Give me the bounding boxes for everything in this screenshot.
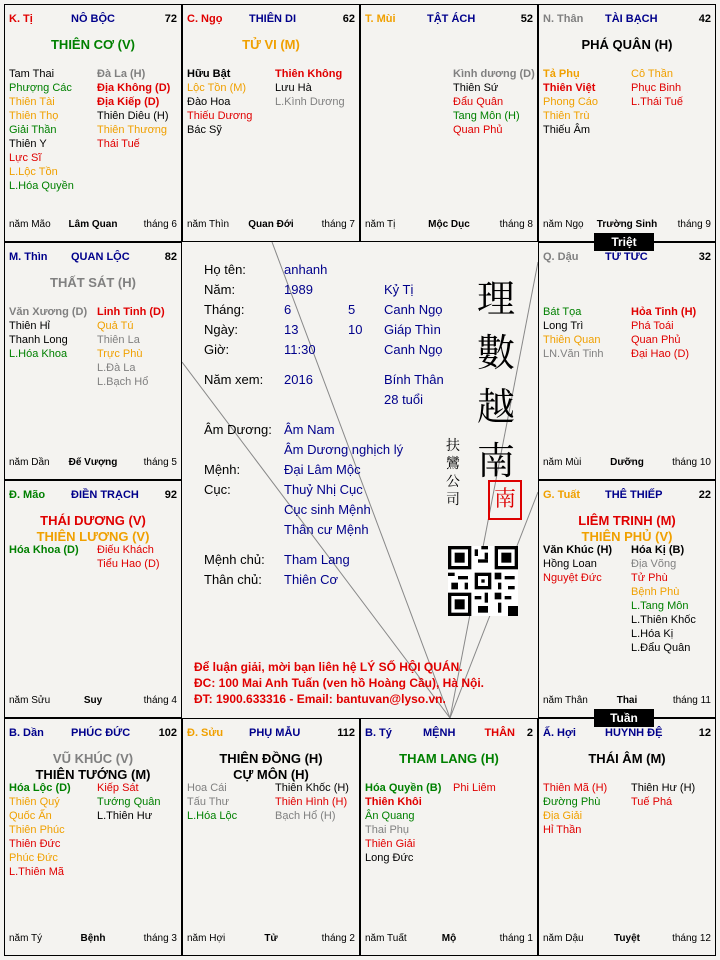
palace-year: năm Tuất [365, 933, 407, 944]
palace-cell [4, 4, 182, 242]
than-chu-value: Thiên Cơ [284, 572, 339, 587]
palace-can-chi: Đ. Mão [9, 489, 46, 501]
palace-month: tháng 10 [672, 457, 711, 468]
minor-star: Thái Tuế [97, 138, 140, 150]
minor-star: L.Tang Môn [631, 600, 689, 612]
minor-stars-left [543, 781, 607, 837]
main-stars [539, 37, 715, 53]
minor-star: Quan Phủ [453, 124, 503, 136]
menh-value: Đại Lâm Mộc [284, 462, 361, 477]
palace-footer [9, 219, 177, 233]
minor-star: L.Hóa Kị [631, 628, 674, 640]
minor-star: Hóa Kị (B) [631, 544, 685, 556]
palace-cell [182, 718, 360, 956]
menh-chu-value: Tham Lang [284, 552, 350, 567]
minor-star: Thiên Diêu (H) [97, 110, 169, 122]
gio-value: 11:30 [284, 342, 316, 357]
palace-number: 102 [158, 727, 177, 739]
minor-star: L.Đẩu Quân [631, 642, 691, 654]
palace-can-chi: N. Thân [543, 13, 584, 25]
truong-sinh: Bệnh [80, 933, 106, 944]
red-seal: 南 [488, 480, 522, 520]
ngay-value: 13 [284, 322, 299, 337]
palace-number: 72 [164, 13, 177, 25]
palace-name: TỬ TỨC [605, 251, 648, 263]
palace-year: năm Tị [365, 219, 396, 230]
truong-sinh: Mộc Dục [428, 219, 470, 230]
palace-year: năm Mão [9, 219, 51, 230]
gio-label: Giờ: [204, 342, 230, 357]
minor-star: L.Hóa Lộc [187, 810, 238, 822]
menh-label: Mệnh: [204, 462, 241, 477]
palace-can-chi: G. Tuất [543, 489, 581, 501]
palace-footer [9, 695, 177, 709]
minor-stars-left [187, 781, 237, 823]
minor-star: Thiếu Dương [187, 110, 253, 122]
palace-month: tháng 6 [143, 219, 177, 230]
palace-cell [360, 718, 538, 956]
minor-star: L.Thiên Hư [97, 810, 153, 822]
minor-star: Thiên Mã (H) [543, 782, 608, 794]
minor-stars-right [97, 781, 161, 823]
palace-can-chi: B. Dần [9, 727, 44, 739]
palace-can-chi: M. Thìn [9, 251, 48, 263]
minor-star: Địa Giải [543, 810, 583, 822]
minor-stars-right [97, 543, 160, 571]
minor-star: Thiên Trù [543, 110, 590, 122]
main-star: THIÊN ĐỒNG (H) [219, 751, 323, 766]
main-star: THIÊN CƠ (V) [50, 37, 136, 52]
truong-sinh: Tuyệt [614, 933, 640, 944]
palace-header [543, 489, 711, 505]
minor-star: Văn Xương (D) [9, 306, 88, 318]
minor-star: Thiên Không [275, 68, 343, 80]
minor-star: Tấu Thư [187, 796, 230, 808]
minor-star: Hóa Quyền (B) [365, 782, 442, 794]
palace-year: năm Ngọ [543, 219, 584, 230]
minor-stars-right [275, 781, 349, 823]
minor-star: Thiên Phúc [9, 824, 65, 836]
palace-number: 52 [520, 13, 533, 25]
contact-line-2: ĐC: 100 Mai Anh Tuấn (ven hồ Hoàng Cầu), Hà Nội. [194, 676, 485, 690]
main-stars [5, 513, 181, 545]
palace-number: 2 [526, 727, 533, 739]
main-stars [5, 37, 181, 53]
palace-name: THÊ THIẾP [605, 489, 663, 501]
minor-star: Thanh Long [9, 334, 68, 346]
minor-star: Tử Phù [631, 572, 668, 584]
minor-star: Kình dương (D) [453, 68, 535, 80]
main-stars [5, 275, 181, 291]
minor-star: Thiên Hình (H) [275, 796, 348, 808]
minor-stars-left [9, 67, 74, 193]
palace-month: tháng 9 [677, 219, 711, 230]
cuc-value-3: Thân cư Mệnh [284, 522, 369, 537]
palace-name: THIÊN DI [249, 13, 297, 25]
calligraphy-logo: 理 數 越 南 [476, 277, 515, 483]
minor-star: Đào Hoa [187, 96, 231, 108]
minor-star: Hóa Lộc (D) [9, 782, 71, 794]
palace-month: tháng 3 [143, 933, 177, 944]
truong-sinh: Thai [616, 695, 638, 706]
minor-star: Tả Phụ [543, 68, 580, 80]
palace-number: 92 [164, 489, 177, 501]
palace-name: MỆNH [423, 727, 456, 739]
contact-line-1: Để luận giải, mời bạn liên hệ LÝ SỐ HỘI QUÁN. [194, 660, 463, 674]
palace-footer [365, 219, 533, 233]
palace-year: năm Mùi [543, 457, 582, 468]
minor-star: Địa Kiếp (D) [97, 96, 160, 108]
truong-sinh: Mộ [441, 933, 457, 944]
palace-cell [4, 242, 182, 480]
palace-number: 62 [342, 13, 355, 25]
minor-star: Hoa Cái [187, 782, 227, 794]
palace-header [543, 727, 711, 743]
main-star: THIÊN PHỦ (V) [581, 529, 673, 544]
nam-label: Năm: [204, 282, 236, 297]
nam-xem-can: Bính Thân [384, 372, 444, 387]
minor-star: Thiên La [97, 334, 140, 346]
palace-footer [543, 933, 711, 947]
minor-star: Thiên Khôi [365, 796, 422, 808]
ngay-am: 10 [348, 322, 363, 337]
minor-star: Thiếu Âm [543, 124, 591, 136]
minor-star: Thiên Hỉ [9, 320, 50, 332]
main-stars [539, 751, 715, 767]
minor-star: Tiểu Hao (D) [97, 558, 160, 570]
thang-can: Canh Ngọ [384, 302, 443, 317]
minor-star: Bát Tọa [543, 306, 582, 318]
minor-stars-left [543, 543, 612, 585]
minor-star: Phục Binh [631, 82, 682, 94]
palace-header [187, 727, 355, 743]
palace-cell [538, 4, 716, 242]
menh-chu-label: Mệnh chủ: [204, 552, 265, 567]
minor-star: Thiên Hư (H) [631, 782, 696, 794]
truong-sinh: Quan Đới [248, 219, 294, 230]
minor-star: Thiên Quan [543, 334, 601, 346]
palace-footer [543, 695, 711, 709]
main-star: TỬ VI (M) [242, 37, 300, 52]
minor-star: Long Đức [365, 852, 414, 864]
ngay-label: Ngày: [204, 322, 238, 337]
minor-star: Kiếp Sát [97, 782, 139, 794]
main-stars [183, 751, 359, 783]
minor-star: L.Hóa Quyền [9, 180, 74, 192]
main-star: THÁI ÂM (M) [588, 751, 666, 766]
minor-star: Phượng Các [9, 82, 72, 94]
thang-value: 6 [284, 302, 292, 317]
minor-stars-left [187, 67, 252, 137]
nam-xem-value: 2016 [284, 372, 313, 387]
minor-star: L.Hóa Khoa [9, 348, 68, 360]
minor-star: L.Đà La [97, 362, 136, 374]
minor-stars-right [453, 781, 496, 795]
minor-star: L.Kình Dương [275, 96, 345, 108]
main-stars [539, 513, 715, 545]
qr-code [448, 546, 518, 616]
minor-star: Quả Tú [97, 320, 134, 332]
minor-stars-right [453, 67, 535, 137]
nam-can: Kỷ Tị [384, 282, 414, 297]
contact-line-3: ĐT: 1900.633316 - Email: bantuvan@lyso.vn. [194, 692, 446, 706]
palace-header [9, 251, 177, 267]
palace-name: ĐIỀN TRẠCH [71, 489, 139, 501]
palace-number: 12 [698, 727, 711, 739]
palace-number: 22 [698, 489, 711, 501]
truong-sinh: Trường Sinh [596, 219, 658, 230]
truong-sinh: Đế Vượng [68, 457, 118, 468]
main-star: THÁI DƯƠNG (V) [40, 513, 146, 528]
ngay-can: Giáp Thìn [384, 322, 441, 337]
tuoi: 28 tuổi [384, 392, 424, 407]
nam-value: 1989 [284, 282, 313, 297]
minor-star: Thiên Việt [543, 82, 596, 94]
palace-month: tháng 5 [143, 457, 177, 468]
palace-cell [360, 4, 538, 242]
palace-year: năm Dần [9, 457, 50, 468]
palace-can-chi: C. Ngọ [187, 13, 223, 25]
palace-name: TẬT ÁCH [427, 13, 476, 25]
palace-footer [543, 457, 711, 471]
minor-star: Hóa Khoa (D) [9, 544, 79, 556]
calligraphy-small: 扶 鸞 公 司 [446, 438, 460, 508]
thang-am: 5 [348, 302, 356, 317]
palace-cell [182, 4, 360, 242]
minor-star: Tam Thai [9, 68, 55, 80]
palace-header [9, 727, 177, 743]
than-marker: THÂN [484, 727, 515, 739]
palace-month: tháng 8 [499, 219, 533, 230]
minor-stars-left [9, 781, 71, 879]
minor-stars-right [631, 67, 683, 109]
minor-stars-left [365, 781, 441, 865]
minor-star: L.Thái Tuế [631, 96, 683, 108]
minor-star: L.Lộc Tồn [9, 166, 58, 178]
palace-cell [538, 242, 716, 480]
cuc-value-2: Cục sinh Mệnh [284, 502, 371, 517]
palace-header [187, 13, 355, 29]
center-panel [182, 242, 538, 718]
thang-label: Tháng: [204, 302, 245, 317]
minor-star: Hỏa Tinh (H) [631, 306, 697, 318]
ho-ten-value: anhanh [284, 262, 328, 277]
palace-can-chi: Đ. Sửu [187, 727, 224, 739]
cuc-value: Thuỷ Nhị Cục [284, 482, 363, 497]
main-star: THẤT SÁT (H) [50, 275, 136, 290]
main-stars [5, 751, 181, 783]
minor-stars-left [543, 305, 604, 361]
than-chu-label: Thân chủ: [204, 572, 262, 587]
minor-star: Lưu Hà [275, 82, 312, 94]
main-star: PHÁ QUÂN (H) [581, 37, 673, 52]
palace-cell [4, 718, 182, 956]
palace-header [543, 251, 711, 267]
minor-stars-right [97, 67, 170, 151]
palace-can-chi: Ấ. Hợi [543, 727, 576, 739]
minor-star: Quan Phủ [631, 334, 681, 346]
triet-tag: Triệt [594, 233, 654, 251]
minor-star: Hỉ Thần [543, 824, 582, 836]
minor-star: Phá Toái [631, 320, 674, 332]
main-stars [183, 37, 359, 53]
minor-star: Thiên Thọ [9, 110, 59, 122]
palace-year: năm Thìn [187, 219, 230, 230]
palace-cell [4, 480, 182, 718]
minor-star: Long Trì [543, 320, 584, 332]
minor-star: Địa Võng [631, 558, 677, 570]
truong-sinh: Lâm Quan [68, 219, 118, 230]
minor-stars-left [543, 67, 598, 137]
palace-header [365, 727, 533, 743]
truong-sinh: Suy [83, 695, 103, 706]
nam-xem-label: Năm xem: [204, 372, 264, 387]
main-star: CỰ MÔN (H) [233, 767, 309, 782]
palace-month: tháng 1 [499, 933, 533, 944]
palace-month: tháng 2 [321, 933, 355, 944]
minor-stars-right [631, 543, 696, 655]
palace-header [543, 13, 711, 29]
truong-sinh: Dưỡng [610, 457, 644, 468]
palace-year: năm Dậu [543, 933, 584, 944]
minor-star: Thai Phụ [365, 824, 410, 836]
cuc-label: Cục: [204, 482, 231, 497]
palace-name: HUYNH ĐỆ [605, 727, 663, 739]
main-star: LIÊM TRINH (M) [578, 513, 676, 528]
minor-star: L.Bạch Hổ [97, 376, 149, 388]
palace-name: QUAN LỘC [71, 251, 130, 263]
minor-star: Trực Phù [97, 348, 143, 360]
minor-star: Thiên Quý [9, 796, 60, 808]
minor-star: Thiên Tài [9, 96, 55, 108]
palace-can-chi: B. Tý [365, 727, 392, 739]
palace-number: 42 [698, 13, 711, 25]
palace-can-chi: T. Mùi [365, 13, 396, 25]
minor-star: Thiên Y [9, 138, 47, 150]
minor-star: L.Thiên Mã [9, 866, 65, 878]
am-duong-label: Âm Dương: [204, 422, 272, 437]
main-stars [361, 751, 537, 767]
palace-year: năm Sửu [9, 695, 51, 706]
minor-star: Bạch Hổ (H) [275, 810, 336, 822]
am-duong-value: Âm Nam [284, 422, 335, 437]
minor-stars-right [631, 305, 696, 361]
minor-star: Bệnh Phù [631, 586, 680, 598]
palace-number: 32 [698, 251, 711, 263]
palace-header [365, 13, 533, 29]
minor-star: Lực Sĩ [9, 152, 42, 164]
minor-star: Phúc Đức [9, 852, 58, 864]
minor-stars-right [97, 305, 165, 389]
palace-name: NÔ BỘC [71, 13, 115, 25]
am-duong-value-2: Âm Dương nghịch lý [284, 442, 404, 457]
minor-star: Địa Không (D) [97, 82, 171, 94]
minor-stars-left [9, 543, 79, 557]
tuan-tag: Tuần [594, 709, 654, 727]
minor-star: Giải Thần [9, 124, 57, 136]
gio-can: Canh Ngọ [384, 342, 443, 357]
minor-star: Thiên Sứ [453, 82, 499, 94]
minor-star: Hồng Loan [543, 558, 597, 570]
palace-can-chi: Q. Dậu [543, 251, 579, 263]
palace-header [9, 489, 177, 505]
minor-star: Phong Cáo [543, 96, 599, 108]
main-star: THAM LANG (H) [399, 751, 499, 766]
palace-name: PHỤ MẪU [249, 727, 301, 739]
palace-month: tháng 4 [143, 695, 177, 706]
truong-sinh: Tử [264, 933, 278, 944]
minor-star: Hữu Bật [187, 68, 231, 80]
minor-star: Tang Môn (H) [453, 110, 520, 122]
palace-footer [365, 933, 533, 947]
palace-footer [543, 219, 711, 233]
palace-cell [538, 718, 716, 956]
minor-stars-right [631, 781, 695, 809]
ho-ten-label: Họ tên: [204, 262, 246, 277]
palace-month: tháng 7 [321, 219, 355, 230]
minor-star: Tướng Quân [97, 796, 161, 808]
minor-star: Linh Tinh (D) [97, 306, 165, 318]
main-star: THIÊN TƯỚNG (M) [35, 767, 151, 782]
minor-star: Đại Hao (D) [631, 348, 690, 360]
minor-star: Thiên Giải [365, 838, 416, 850]
palace-can-chi: K. Tị [9, 13, 33, 25]
minor-star: Lộc Tồn (M) [187, 82, 247, 94]
palace-footer [187, 933, 355, 947]
palace-footer [187, 219, 355, 233]
minor-star: Quốc Ấn [9, 810, 52, 822]
palace-footer [9, 457, 177, 471]
minor-star: Cô Thần [631, 68, 673, 80]
minor-star: Tuế Phá [631, 796, 673, 808]
minor-star: LN.Văn Tinh [543, 348, 604, 360]
palace-footer [9, 933, 177, 947]
palace-year: năm Hợi [187, 933, 226, 944]
palace-header [9, 13, 177, 29]
palace-number: 82 [164, 251, 177, 263]
minor-star: Ân Quang [365, 810, 415, 822]
minor-star: Điếu Khách [97, 544, 154, 556]
palace-cell [538, 480, 716, 718]
minor-star: Phi Liêm [453, 782, 496, 794]
main-star: VŨ KHÚC (V) [52, 751, 134, 766]
main-star: THIÊN LƯƠNG (V) [36, 529, 150, 544]
palace-number: 112 [337, 727, 355, 739]
palace-month: tháng 12 [672, 933, 711, 944]
palace-name: TÀI BẠCH [605, 13, 658, 25]
palace-month: tháng 11 [672, 695, 711, 706]
minor-stars-right [275, 67, 345, 109]
palace-year: năm Tý [9, 933, 43, 944]
minor-star: Văn Khúc (H) [543, 544, 613, 556]
minor-star: Đẩu Quân [453, 96, 504, 108]
minor-star: Thiên Thương [97, 124, 168, 136]
palace-name: PHÚC ĐỨC [71, 727, 131, 739]
minor-star: Bác Sỹ [187, 124, 222, 136]
minor-star: Đường Phù [543, 796, 601, 808]
minor-star: Thiên Khốc (H) [275, 782, 349, 794]
minor-stars-left [9, 305, 87, 361]
minor-star: Thiên Đức [9, 838, 61, 850]
minor-star: L.Thiên Khốc [631, 614, 696, 626]
palace-year: năm Thân [543, 695, 588, 706]
minor-star: Nguyệt Đức [543, 572, 602, 584]
minor-star: Đà La (H) [97, 68, 146, 80]
